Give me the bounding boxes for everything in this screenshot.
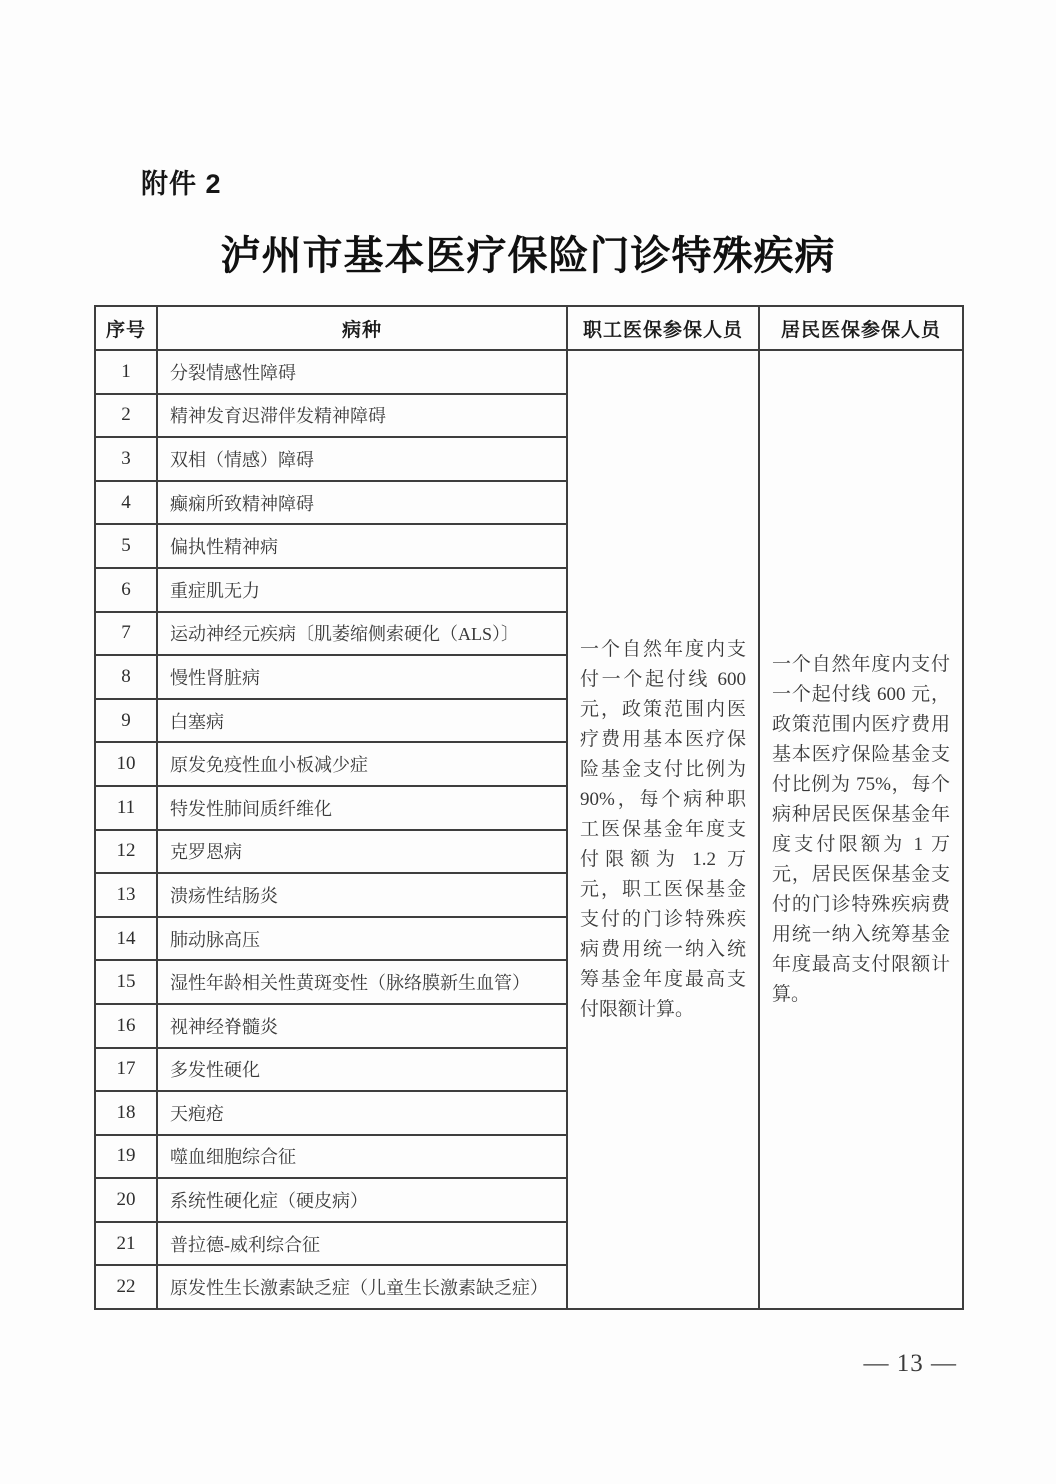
disease-name-cell: 天疱疮 <box>157 1091 567 1135</box>
row-number-cell: 10 <box>95 742 157 786</box>
page-number: — 13 — <box>863 1350 957 1377</box>
disease-name-cell: 白塞病 <box>157 699 567 743</box>
row-number-cell: 1 <box>95 350 157 394</box>
disease-name-cell: 重症肌无力 <box>157 568 567 612</box>
table-body <box>95 350 963 1309</box>
row-number-cell: 6 <box>95 568 157 612</box>
row-number-cell: 18 <box>95 1091 157 1135</box>
disease-name-cell: 运动神经元疾病〔肌萎缩侧索硬化（ALS）〕 <box>157 612 567 656</box>
page-title: 泸州市基本医疗保险门诊特殊疾病 <box>220 233 836 278</box>
row-number-cell: 14 <box>95 917 157 961</box>
disease-name-cell: 双相（情感）障碍 <box>157 437 567 481</box>
row-number-cell: 19 <box>95 1135 157 1179</box>
resident-policy-cell: 一个自然年度内支付一个起付线 600 元，政策范围内医疗费用基本医疗保险基金支付比例为 75%，每个病种居民医保基金年度支付限额为 1 万元，居民医保基金支付的门诊特殊疾病费用统一纳入统筹基金年度最高支付限额计算。 <box>759 350 963 1309</box>
row-number-cell: 2 <box>95 394 157 438</box>
col-header-disease: 病种 <box>157 306 567 350</box>
row-number-cell: 16 <box>95 1004 157 1048</box>
disease-name-cell: 特发性肺间质纤维化 <box>157 786 567 830</box>
disease-name-cell: 癫痫所致精神障碍 <box>157 481 567 525</box>
disease-name-cell: 多发性硬化 <box>157 1048 567 1092</box>
row-number-cell: 12 <box>95 830 157 874</box>
row-number-cell: 3 <box>95 437 157 481</box>
row-number-cell: 4 <box>95 481 157 525</box>
col-header-resident: 居民医保参保人员 <box>759 306 963 350</box>
disease-name-cell: 精神发育迟滞伴发精神障碍 <box>157 394 567 438</box>
table-header <box>95 306 963 350</box>
header-row <box>95 306 963 350</box>
disease-name-cell: 原发免疫性血小板减少症 <box>157 742 567 786</box>
row-number-cell: 15 <box>95 960 157 1004</box>
disease-name-cell: 噬血细胞综合征 <box>157 1135 567 1179</box>
row-number-cell: 20 <box>95 1178 157 1222</box>
employee-policy-cell: 一个自然年度内支付一个起付线 600 元，政策范围内医疗费用基本医疗保险基金支付比例为 90%，每个病种职工医保基金年度支付限额为 1.2 万元，职工医保基金支付的门诊特殊疾病费用统一纳入统筹基金年度最高支付限额计算。 <box>567 350 759 1309</box>
disease-name-cell: 慢性肾脏病 <box>157 655 567 699</box>
row-number-cell: 13 <box>95 873 157 917</box>
disease-name-cell: 偏执性精神病 <box>157 524 567 568</box>
disease-name-cell: 普拉德-威利综合征 <box>157 1222 567 1266</box>
disease-name-cell: 原发性生长激素缺乏症（儿童生长激素缺乏症） <box>157 1265 567 1309</box>
disease-name-cell: 视神经脊髓炎 <box>157 1004 567 1048</box>
row-number-cell: 21 <box>95 1222 157 1266</box>
row-number-cell: 17 <box>95 1048 157 1092</box>
disease-name-cell: 系统性硬化症（硬皮病） <box>157 1178 567 1222</box>
table-row <box>95 350 963 394</box>
row-number-cell: 11 <box>95 786 157 830</box>
row-number-cell: 5 <box>95 524 157 568</box>
attachment-label: 附件 2 <box>141 169 222 199</box>
disease-name-cell: 溃疡性结肠炎 <box>157 873 567 917</box>
col-header-employee: 职工医保参保人员 <box>567 306 759 350</box>
row-number-cell: 22 <box>95 1265 157 1309</box>
row-number-cell: 8 <box>95 655 157 699</box>
disease-name-cell: 肺动脉高压 <box>157 917 567 961</box>
row-number-cell: 7 <box>95 612 157 656</box>
row-number-cell: 9 <box>95 699 157 743</box>
disease-table <box>94 305 964 1310</box>
col-header-no: 序号 <box>95 306 157 350</box>
disease-name-cell: 湿性年龄相关性黄斑变性（脉络膜新生血管） <box>157 960 567 1004</box>
disease-name-cell: 分裂情感性障碍 <box>157 350 567 394</box>
disease-name-cell: 克罗恩病 <box>157 830 567 874</box>
